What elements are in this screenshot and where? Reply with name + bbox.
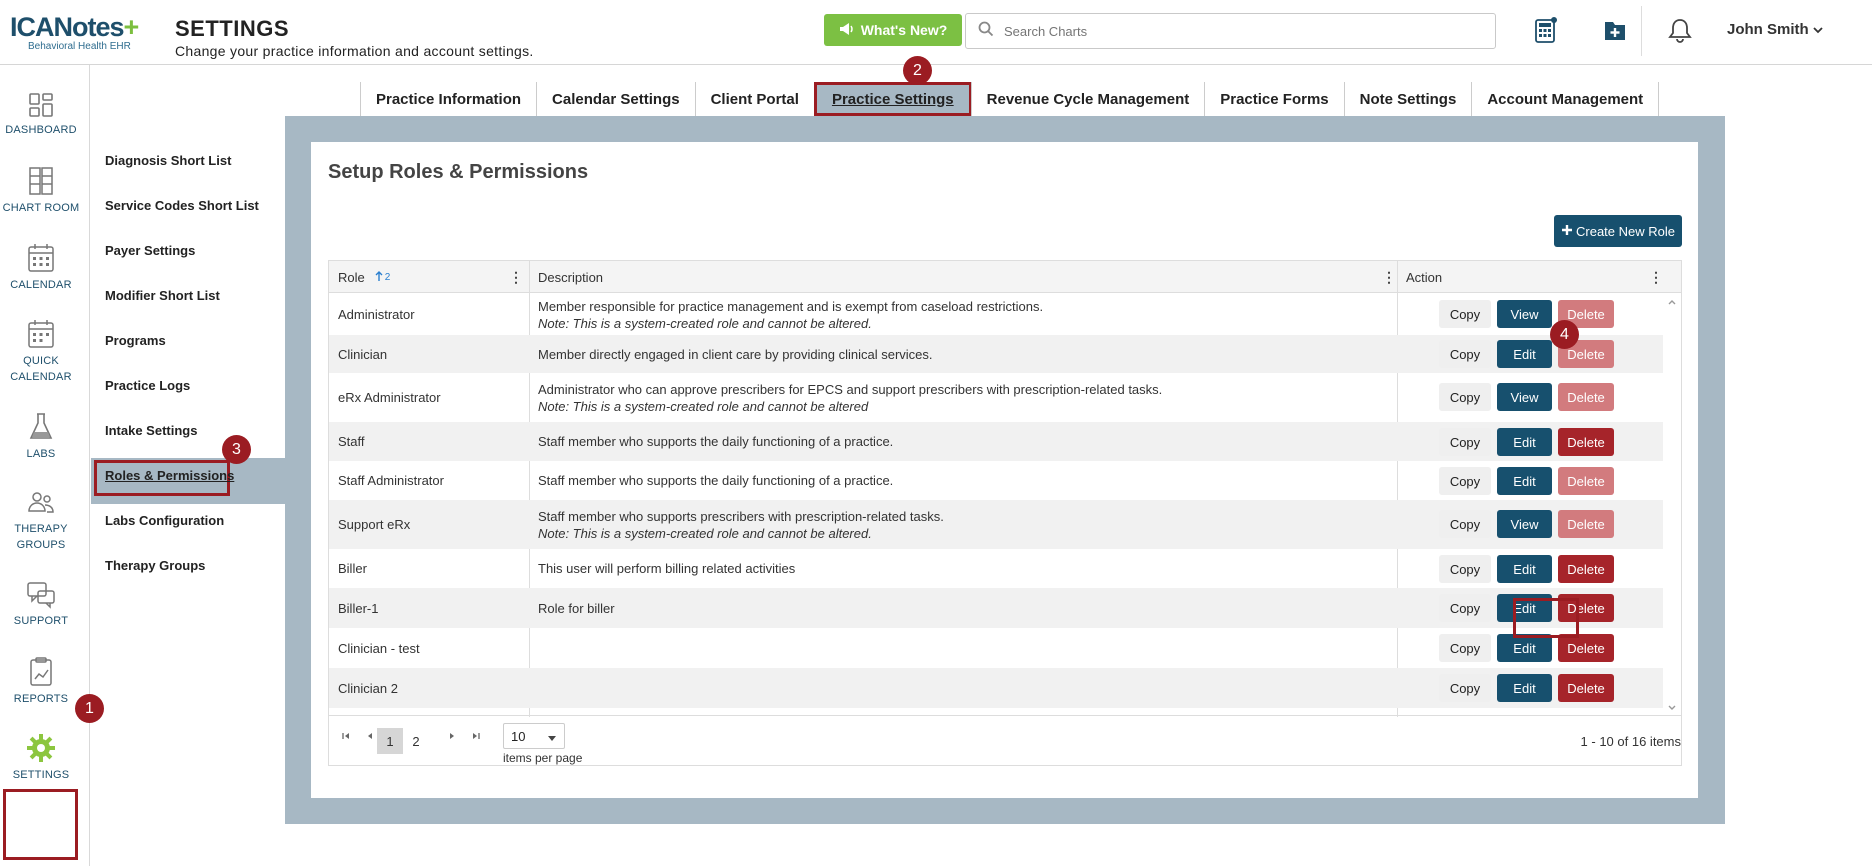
nav-label: LABS (26, 448, 56, 460)
cell-description (529, 294, 1397, 335)
edit-button[interactable]: Edit (1497, 594, 1552, 622)
gear-icon (26, 733, 56, 763)
nav-label: GROUPS (16, 539, 66, 551)
tab-practice-information[interactable]: Practice Information (360, 82, 537, 116)
roles-table (328, 260, 1682, 716)
cell-role: Staff (338, 434, 365, 449)
bell-icon[interactable] (1666, 16, 1694, 44)
description-text: Member directly engaged in client care by providing clinical services. (538, 346, 933, 362)
edit-button[interactable]: Edit (1497, 634, 1552, 662)
delete-button[interactable]: Delete (1558, 555, 1614, 583)
action-column-menu-icon[interactable]: ⋮ (1649, 269, 1663, 285)
cell-description (529, 668, 1397, 708)
left-nav (0, 65, 90, 866)
submenu-roles-permissions[interactable]: Roles & Permissions (105, 468, 235, 483)
delete-button[interactable]: Delete (1558, 594, 1614, 622)
dashboard-icon (28, 92, 54, 118)
submenu-intake-settings[interactable]: Intake Settings (105, 423, 198, 438)
calendar-icon (27, 243, 55, 273)
step-marker-4: 4 (1550, 320, 1579, 349)
submenu-practice-logs[interactable]: Practice Logs (105, 378, 191, 393)
caret-down-icon (548, 730, 556, 745)
table-row[interactable] (329, 668, 1663, 708)
step-marker-2: 2 (903, 56, 932, 85)
copy-button[interactable]: Copy (1439, 634, 1491, 662)
delete-button[interactable]: Delete (1558, 428, 1614, 456)
quick-calendar-icon (27, 319, 55, 349)
nav-therapy-groups[interactable] (0, 489, 82, 553)
description-text: Staff member who supports the daily functioning of a practice. (538, 434, 894, 449)
header-divider (1641, 6, 1642, 56)
create-new-role-label: Create New Role (1576, 223, 1675, 239)
cell-description (529, 461, 1397, 500)
whats-new-button[interactable] (824, 14, 962, 46)
cell-description (529, 628, 1397, 668)
flask-icon (28, 412, 54, 442)
settings-submenu (91, 65, 285, 866)
tab-note-settings[interactable]: Note Settings (1344, 82, 1473, 116)
nav-label: THERAPY (14, 523, 68, 535)
description-note: Note: This is a system-created role and cannot be altered. (538, 315, 872, 331)
nav-calendar[interactable] (0, 243, 82, 293)
submenu-therapy-groups[interactable]: Therapy Groups (105, 558, 206, 573)
table-row[interactable] (329, 628, 1663, 668)
nav-dashboard[interactable] (0, 92, 82, 138)
role-column-menu-icon[interactable]: ⋮ (509, 269, 523, 285)
cell-role: eRx Administrator (338, 390, 441, 405)
nav-label: CALENDAR (10, 371, 72, 383)
step-marker-1: 1 (75, 694, 104, 723)
chevron-down-icon (1813, 21, 1823, 38)
highlight-edit-clinician (1513, 598, 1579, 638)
nav-label: CALENDAR (10, 279, 72, 291)
table-row[interactable] (329, 373, 1663, 422)
page-subtitle: Change your practice information and account settings. (175, 43, 534, 59)
nav-label: SUPPORT (13, 615, 69, 627)
tab-revenue-cycle-management[interactable]: Revenue Cycle Management (971, 82, 1206, 116)
user-menu[interactable] (1727, 21, 1823, 38)
app-logo[interactable] (10, 12, 152, 54)
description-text: Role for biller (538, 600, 615, 616)
nav-labs[interactable] (0, 412, 82, 462)
table-header (329, 261, 1681, 293)
cell-description (529, 373, 1397, 422)
sort-order: 2 (384, 271, 391, 283)
cell-role: Clinician (338, 346, 388, 362)
section-title: Setup Roles & Permissions (328, 161, 589, 183)
cell-description (529, 549, 1397, 588)
pager-info: 1 - 10 of 16 items (1580, 734, 1681, 749)
edit-button[interactable]: Edit (1497, 467, 1552, 495)
copy-button[interactable]: Copy (1439, 510, 1491, 538)
nav-settings[interactable] (0, 733, 82, 783)
nav-chart-room[interactable] (0, 166, 82, 216)
table-scrollbar[interactable] (1663, 294, 1681, 716)
copy-button[interactable]: Copy (1439, 340, 1491, 368)
megaphone-icon (839, 22, 855, 39)
copy-button[interactable]: Copy (1439, 555, 1491, 583)
next-page-icon[interactable] (447, 729, 457, 744)
nav-reports[interactable] (0, 657, 82, 707)
edit-button[interactable]: Edit (1497, 340, 1552, 368)
table-row[interactable] (329, 500, 1663, 549)
support-icon (26, 581, 56, 609)
table-row[interactable] (329, 549, 1663, 588)
tab-practice-settings[interactable]: Practice Settings (814, 82, 972, 116)
edit-button[interactable]: Edit (1497, 674, 1552, 702)
page-1[interactable]: 1 (377, 728, 403, 754)
nav-label: REPORTS (13, 693, 69, 705)
roles-card (311, 142, 1698, 798)
tab-calendar-settings[interactable]: Calendar Settings (536, 82, 696, 116)
view-button[interactable]: View (1497, 510, 1552, 538)
delete-button-disabled: Delete (1558, 467, 1614, 495)
delete-button[interactable]: Delete (1558, 674, 1614, 702)
action-header-label: Action (1406, 269, 1443, 285)
nav-label: QUICK (23, 355, 59, 367)
copy-button[interactable]: Copy (1439, 467, 1491, 495)
description-note: Note: This is a system-created role and cannot be altered (538, 398, 869, 414)
create-new-role-button[interactable] (1554, 215, 1682, 247)
column-header-description[interactable] (529, 261, 1397, 293)
submenu-labs-configuration[interactable]: Labs Configuration (105, 513, 225, 528)
submenu-programs[interactable]: Programs (105, 333, 166, 348)
nav-label: SETTINGS (12, 769, 70, 781)
description-column-menu-icon[interactable]: ⋮ (1382, 269, 1396, 285)
table-row[interactable] (329, 294, 1663, 335)
table-row[interactable] (329, 461, 1663, 500)
search-box[interactable] (965, 13, 1496, 49)
sort-ascending-icon (375, 270, 383, 284)
table-pager (328, 716, 1682, 766)
page-2[interactable]: 2 (412, 733, 420, 749)
page-size-value: 10 (511, 728, 526, 744)
tab-client-portal[interactable]: Client Portal (695, 82, 815, 116)
add-chart-icon[interactable] (1601, 16, 1629, 44)
chart-room-icon (27, 166, 55, 196)
logo-plus: + (123, 12, 139, 42)
edit-button[interactable]: Edit (1497, 555, 1552, 583)
column-header-action[interactable] (1397, 261, 1663, 293)
page-title: SETTINGS (175, 16, 290, 41)
view-button[interactable]: View (1497, 383, 1552, 411)
copy-button[interactable]: Copy (1439, 674, 1491, 702)
cell-role: Support eRx (338, 517, 411, 532)
submenu-diagnosis-short-list[interactable]: Diagnosis Short List (105, 153, 232, 168)
logo-subtitle: Behavioral Health EHR (28, 41, 131, 52)
cell-role: Biller-1 (338, 600, 379, 616)
copy-button[interactable]: Copy (1439, 594, 1491, 622)
description-text: This user will perform billing related activities (538, 561, 796, 576)
cell-role: Clinician 2 (338, 680, 398, 696)
items-per-page-label: items per page (503, 751, 583, 765)
settings-tabs (360, 82, 1658, 116)
reports-icon (28, 657, 54, 687)
calculator-icon[interactable] (1533, 16, 1561, 44)
delete-button-disabled: Delete (1558, 383, 1614, 411)
copy-button[interactable]: Copy (1439, 383, 1491, 411)
page-size-select[interactable] (503, 723, 565, 749)
description-text: Administrator who can approve prescribers for EPCS and support prescribers with prescription-related tasks. (538, 381, 1163, 397)
cell-description (529, 588, 1397, 628)
table-row[interactable] (329, 422, 1663, 461)
nav-support[interactable] (0, 581, 82, 629)
column-header-role[interactable] (329, 261, 529, 293)
table-row[interactable] (329, 335, 1663, 373)
search-input[interactable] (1002, 23, 1472, 40)
description-note: Note: This is a system-created role and cannot be altered. (538, 525, 872, 541)
top-header (0, 0, 1872, 65)
submenu-payer-settings[interactable]: Payer Settings (105, 243, 196, 258)
search-icon (978, 21, 994, 42)
description-text: Staff member who supports prescribers with prescription-related tasks. (538, 508, 944, 524)
highlight-settings (3, 789, 78, 860)
view-button[interactable]: View (1497, 300, 1552, 328)
plus-icon (1561, 224, 1573, 239)
whats-new-label: What's New? (860, 22, 948, 38)
role-header-label: Role (338, 269, 365, 285)
description-text: Staff member who supports the daily functioning of a practice. (538, 473, 894, 488)
previous-page-icon[interactable] (365, 729, 375, 744)
cell-role: Administrator (338, 307, 415, 322)
copy-button[interactable]: Copy (1439, 428, 1491, 456)
submenu-modifier-short-list[interactable]: Modifier Short List (105, 288, 220, 303)
last-page-icon[interactable] (471, 729, 481, 744)
nav-quick-calendar[interactable] (0, 319, 82, 385)
first-page-icon[interactable] (341, 729, 351, 744)
cell-description (529, 422, 1397, 461)
description-header-label: Description (538, 269, 604, 285)
tab-account-management[interactable]: Account Management (1471, 82, 1659, 116)
delete-button[interactable]: Delete (1558, 634, 1614, 662)
nav-label: DASHBOARD (5, 124, 77, 136)
step-marker-3: 3 (222, 435, 251, 464)
cell-role: Biller (338, 561, 367, 576)
tab-practice-forms[interactable]: Practice Forms (1204, 82, 1344, 116)
edit-button[interactable]: Edit (1497, 428, 1552, 456)
cell-description (529, 500, 1397, 549)
delete-button-disabled: Delete (1558, 510, 1614, 538)
cell-role: Staff Administrator (338, 473, 444, 488)
user-name: John Smith (1727, 21, 1809, 38)
delete-button-disabled: Delete (1558, 340, 1614, 368)
therapy-groups-icon (27, 489, 55, 517)
delete-button-disabled: Delete (1558, 300, 1614, 328)
cell-description (529, 335, 1397, 373)
description-text: Member responsible for practice management and is exempt from caseload restrictions. (538, 298, 1044, 314)
copy-button[interactable]: Copy (1439, 300, 1491, 328)
submenu-service-codes-short-list[interactable]: Service Codes Short List (105, 198, 259, 213)
nav-label: CHART ROOM (2, 202, 80, 214)
table-row[interactable] (329, 588, 1663, 628)
cell-role: Clinician - test (338, 640, 420, 656)
logo-text: ICANotes (10, 12, 124, 42)
